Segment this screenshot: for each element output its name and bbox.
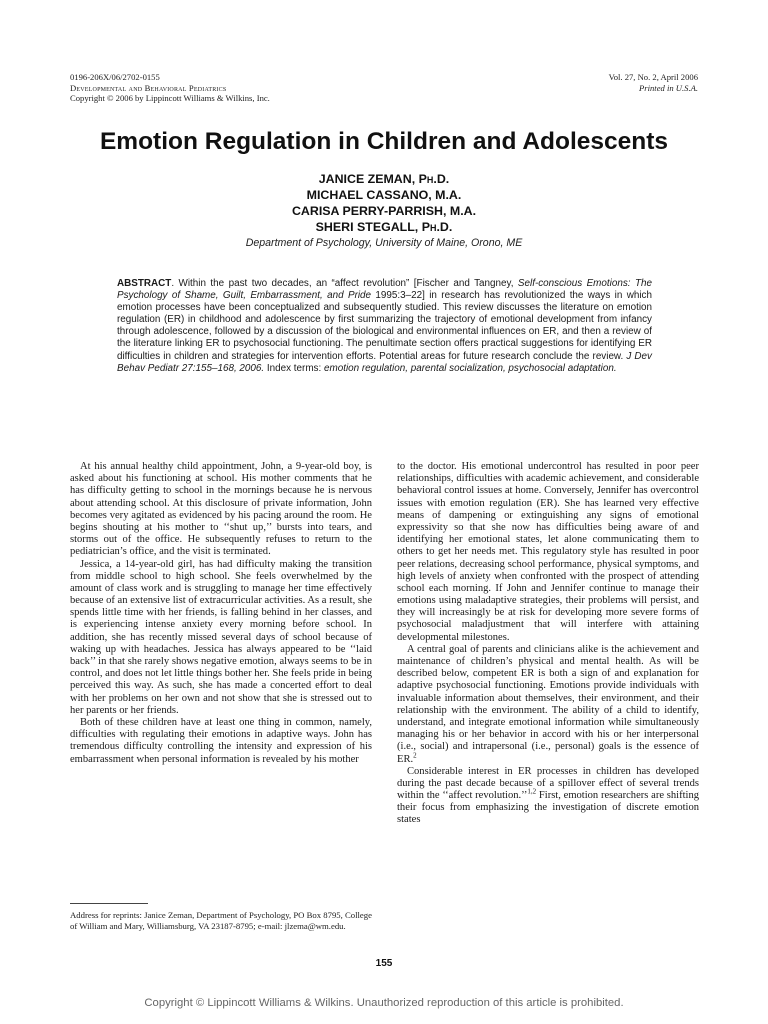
- volume-info: Vol. 27, No. 2, April 2006: [608, 72, 698, 82]
- body-paragraph: [397, 766, 699, 827]
- abstract: [117, 278, 652, 375]
- index-terms-label: Index terms:: [264, 362, 324, 374]
- author-name: JANICE ZEMAN,: [318, 172, 416, 186]
- running-header-left: [70, 72, 270, 104]
- author: [0, 187, 768, 203]
- author-degree: M.A.: [449, 204, 477, 218]
- body-paragraph: At his annual healthy child appointment, John, a 9-year-old boy, is asked about his functioning at school. His mother comments that he has difficulty getting to school in the mornings because he is nervous about attending school. At this disclosure of private information, John becomes very agitated as evidenced by his pacing around the room. He begins shouting at his mother to ‘‘shut up,’’ bursts into tears, and storms out of the office. He subsequently refuses to return to the pediatrician’s office, and the visit is terminated.: [70, 461, 372, 558]
- author-name: CARISA PERRY-PARRISH,: [291, 204, 447, 218]
- abstract-book-title: Self-conscious Emotions: The Psychology of Shame, Guilt, Embarrassment, and Pride: [117, 278, 652, 302]
- journal-code: 0196-206X/06/2702-0155: [70, 72, 160, 82]
- author-name: SHERI STEGALL,: [315, 220, 419, 234]
- header-copyright: Copyright © 2006 by Lippincott Williams & Wilkins, Inc.: [70, 93, 270, 104]
- footnote-rule: [70, 903, 148, 904]
- reference-superscript: 1,2: [527, 787, 537, 796]
- author-name: MICHAEL CASSANO,: [306, 188, 432, 202]
- reprint-footnote: Address for reprints: Janice Zeman, Department of Psychology, PO Box 8795, College of William and Mary, Williamsburg, VA 23187-8795; e-mail: jlzema@wm.edu.: [70, 910, 372, 931]
- body-column-right: [397, 461, 699, 827]
- paragraph-text: First, emotion researchers are shifting their focus from emphasizing the investigation of discrete emotion states: [397, 790, 699, 826]
- affiliation: Department of Psychology, University of Maine, Orono, ME: [245, 237, 523, 249]
- author: [0, 203, 768, 219]
- author-degree: Ph.D.: [418, 172, 450, 186]
- paragraph-text: A central goal of parents and clinicians alike is the achievement and maintenance of children’s physical and mental health. As will be described below, competent ER is both a sign of and explanation for adaptive psychosocial functioning. Emotions provide individuals with invaluable information about themselves, their environment, and their relationship with the environment. The ability of a child to identify, understand, and integrate emotional information while simultaneously managing his or her behavior in accord with his or her interpersonal (i.e., social) and intrapersonal (i.e., personal) goals is the essence of ER.: [397, 643, 699, 765]
- abstract-text: 1995:3–22] in research has revolutionized the ways in which emotion processes have been conceptualized and subsequently studied. This review discusses the literature on emotion regulation (ER) in childhood and adolescence by first summarizing the trajectory of emotional development from infancy through adolescence, followed by a discussion of the biological and environmental influences on ER, and then a review of the literature linking ER to psychosocial functioning. The penultimate section offers practical suggestions for identifying ER difficulties in children and strategies for intervention efforts. Potential areas for future research conclude the review.: [117, 290, 652, 362]
- printed-in: Printed in U.S.A.: [639, 82, 698, 93]
- body-paragraph: to the doctor. His emotional undercontrol has resulted in poor peer relationships, difficulties with academic achievement, and considerable behavioral control issues at home. Conversely, Jennifer has overcontrol issues with emotion regulation (ER). She has learned very effective means of dampening or extinguishing any signs of emotional expressivity so that she now has difficulties being aware of and identifying her emotional states, let alone communicating them to others to get her needs met. This regulatory style has resulted in poor peer relations, decreasing school performance, physical symptoms, and high levels of anxiety when confronted with the prospect of attending school each morning. If John and Jennifer continue to manage their emotions using maladaptive strategies, their problems will persist, and they will increasingly be at risk for developing more severe forms of psychosocial maladjustment that will interfere with attaining developmental milestones.: [397, 461, 699, 643]
- abstract-text: . Within the past two decades, an “affect revolution” [Fischer and Tangney,: [171, 278, 518, 289]
- author-degree: Ph.D.: [421, 220, 453, 234]
- abstract-citation: J Dev Behav Pediatr 27:155–168, 2006.: [117, 350, 652, 374]
- body-paragraph: Both of these children have at least one thing in common, namely, difficulties with regulating their emotions in adaptive ways. John has tremendous difficulty controlling the intensity and expression of his embarrassment when personal information is revealed by his mother: [70, 716, 372, 765]
- article-title: Emotion Regulation in Children and Adolescents: [99, 128, 669, 155]
- author-degree: M.A.: [435, 188, 462, 202]
- author-list: [0, 171, 768, 235]
- copyright-notice: Copyright © Lippincott Williams & Wilkins. Unauthorized reproduction of this article is prohibited.: [144, 997, 624, 1009]
- running-header-right: [609, 72, 698, 93]
- author: [0, 219, 768, 235]
- body-paragraph: [397, 644, 699, 766]
- paragraph-text: Considerable interest in ER processes in children has developed during the past decade because of a spillover effect of several trends within the ‘‘affect revolution.’’: [397, 765, 699, 802]
- author: [0, 171, 768, 187]
- page-number: 155: [375, 958, 393, 969]
- journal-name: Developmental and Behavioral Pediatrics: [70, 82, 227, 93]
- body-column-left: [70, 461, 372, 766]
- abstract-label: ABSTRACT: [117, 278, 172, 289]
- index-terms: emotion regulation, parental socialization, psychosocial adaptation.: [323, 362, 617, 374]
- reference-superscript: 2: [413, 750, 417, 759]
- body-paragraph: Jessica, a 14-year-old girl, has had difficulty making the transition from middle school to high school. She feels overwhelmed by the amount of class work and is struggling to manage her time effectively because of an extensive list of extracurricular activities. As a result, she spends little time with her friends, is falling behind in her classes, and is experiencing intense anxiety every morning before school. In addition, she has recently missed several days of school because of waking up with headaches. Jessica has always appeared to be ‘‘laid back’’ in that she rarely shows negative emotion, always seems to be in control, and does not let little things bother her. She feels pride in being perceived this way. As such, she has made a concerted effort to deal with her problems on her own and not show that she is stressed out to her parents or her friends.: [70, 558, 372, 716]
